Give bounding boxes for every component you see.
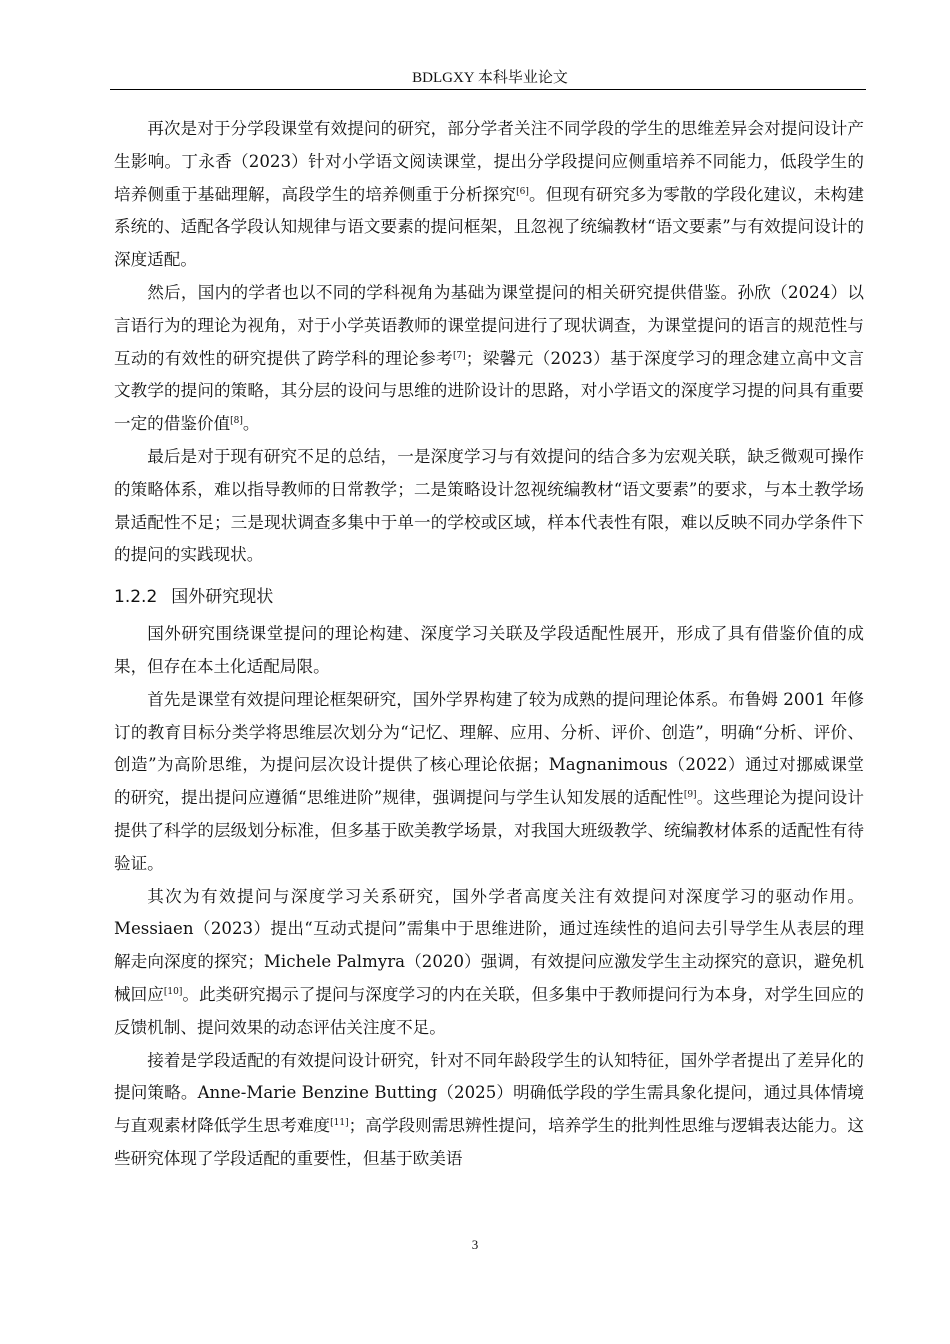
paragraph: 然后，国内的学者也以不同的学科视角为基础为课堂提问的相关研究提供借鉴。孙欣（2024）以言语行为的理论为视角，对于小学英语教师的课堂提问进行了现状调查，为课堂提问的语言的规范性与互动的有效性的研究提供了跨学科的理论参考[7]；梁馨元（2023）基于深度学习的理念建立高中文言文教学的提问的策略，其分层的设问与思维的进阶设计的思路，对小学语文的深度学习提的问具有重要一定的借鉴价值[8]。 xyxy=(114,282,864,434)
citation: [11] xyxy=(330,1118,349,1129)
citation: [10] xyxy=(163,986,183,997)
body-text xyxy=(114,113,864,1176)
paragraph: 最后是对于现有研究不足的总结，一是深度学习与有效提问的结合多为宏观关联，缺乏微观可操作的策略体系，难以指导教师的日常教学；二是策略设计忽视统编教材“语文要素”的要求，与本土教学场景适配性不足；三是现状调查多集中于单一的学校或区域，样本代表性有限，难以反映不同办学条件下的提问的实践现状。 xyxy=(114,446,864,565)
citation: [9] xyxy=(683,790,697,801)
citation: [8] xyxy=(230,416,243,427)
citation: [7] xyxy=(453,350,466,361)
section-number: 1.2.2 xyxy=(114,587,158,608)
section-title: 国外研究现状 xyxy=(171,587,274,608)
paragraph: 接着是学段适配的有效提问设计研究，针对不同年龄段学生的认知特征，国外学者提出了差异化的提问策略。Anne-Marie Benzine Butting（2025）明确低学段的学生需具象化提问，通过具体情境与直观素材降低学生思考难度[11]；高学段则需思辨性提问，培养学生的批判性思维与逻辑表达能力。这些研究体现了学段适配的重要性，但基于欧美语 xyxy=(114,1050,864,1168)
section-heading xyxy=(114,580,864,614)
paragraph: 国外研究围绕课堂提问的理论构建、深度学习关联及学段适配性展开，形成了具有借鉴价值的成果，但存在本土化适配局限。 xyxy=(114,624,864,676)
header-divider xyxy=(110,89,866,90)
paragraph: 其次为有效提问与深度学习关系研究，国外学者高度关注有效提问对深度学习的驱动作用。Messiaen（2023）提出“互动式提问”需集中于思维进阶，通过连续性的追问去引导学生从表层的理解走向深度的探究；Michele Palmyra（2020）强调，有效提问应激发学生主动探究的意识，避免机械回应[10]。此类研究揭示了提问与深度学习的内在关联，但多集中于教师提问行为本身，对学生回应的反馈机制、提问效果的动态评估关注度不足。 xyxy=(114,886,865,1037)
citation: [6] xyxy=(516,186,529,197)
running-header: BDLGXY 本科毕业论文 xyxy=(412,70,568,86)
paragraph: 首先是课堂有效提问理论框架研究，国外学界构建了较为成熟的提问理论体系。布鲁姆 2001 年修订的教育目标分类学将思维层次划分为“记忆、理解、应用、分析、评价、创造”，明确“分析、评价、创造”为高阶思维，为提问层次设计提供了核心理论依据；Magnanimous（2022）通过对挪威课堂的研究，提出提问应遵循“思维进阶”规律，强调提问与学生认知发展的适配性[9]。这些理论为提问设计提供了科学的层级划分标准，但多基于欧美教学场景，对我国大班级教学、统编教材体系的适配性有待验证。 xyxy=(114,689,864,873)
page-number: 3 xyxy=(471,1237,479,1252)
paragraph: 再次是对于分学段课堂有效提问的研究，部分学者关注不同学段的学生的思维差异会对提问设计产生影响。丁永香（2023）针对小学语文阅读课堂，提出分学段提问应侧重培养不同能力，低段学生的培养侧重于基础理解，高段学生的培养侧重于分析探究[6]。但现有研究多为零散的学段化建议，未构建系统的、适配各学段认知规律与语文要素的提问框架，且忽视了统编教材“语文要素”与有效提问设计的深度适配。 xyxy=(114,119,865,270)
